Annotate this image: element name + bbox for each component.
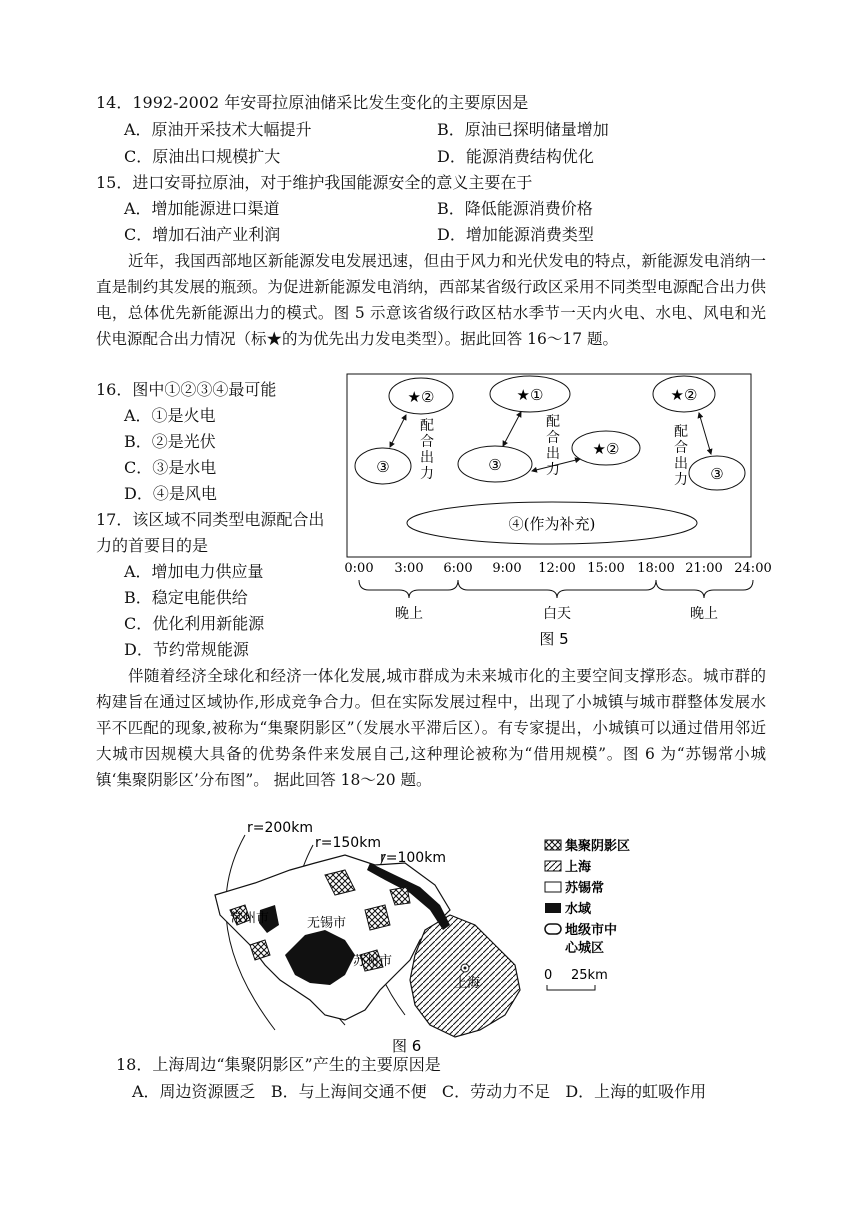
q17-option-c: C．优化利用新能源 [124,614,265,633]
q18-stem: 18．上海周边“集聚阴影区”产生的主要原因是 [116,1055,441,1074]
q14-option-b: B．原油已探明储量增加 [437,120,609,139]
label-r150: r=150km [315,835,381,851]
arrow-day-1-3 [503,412,521,446]
figure-6-map [195,815,665,1060]
q16-option-c: C．③是水电 [124,458,217,477]
label-night2: 晚上 [690,606,718,622]
q14-option-a: A．原油开采技术大幅提升 [124,120,312,139]
q17-option-a: A．增加电力供应量 [124,562,264,581]
label-star2-day: ★② [592,440,620,458]
label-star2-night2: ★② [670,386,698,404]
figure-6-caption: 图 6 [392,1037,422,1055]
q16-option-a: A．①是火电 [124,406,216,425]
legend-label-water: 水域 [565,902,592,917]
q14-option-c: C．原油出口规模扩大 [124,147,281,166]
q17-stem-line1: 17．该区域不同类型电源配合出 [96,510,325,529]
legend-swatch-city-center [545,924,561,934]
q16-option-b: B．②是光伏 [124,432,216,451]
city-changzhou: 常州市 [230,911,270,926]
label-star2-night1: ★② [407,388,435,406]
q15-option-a: A．增加能源进口渠道 [124,199,280,218]
city-suzhou: 苏州市 [353,954,393,969]
legend-swatch-shadow [545,840,561,850]
legend-swatch-shanghai [545,861,561,871]
passage-city-cluster: 伴随着经济全球化和经济一体化发展,城市群成为未来城市化的主要空间支撑形态。城市群的构建旨在通过区域协作,形成竞争合力。但在实际发展过程中，出现了小城镇与城市群整体发展水平不匹配的现象,被称为“集聚阴影区”（发展水平滞后区）。有专家提出，小城镇可以通过借用邻近大城市因规模大具备的优势条件来发展自己,这种理论被称为“借用规模”。图 6 为“苏锡常小城镇‘集聚阴影区’分布图”。 据此回答 18～20 题。 [96,667,766,789]
brace-night1 [359,580,458,598]
q18-options: A．周边资源匮乏 B．与上海间交通不便 C．劳动力不足 D．上海的虹吸作用 [132,1082,707,1101]
tick-0300: 3:00 [394,561,424,576]
q17-option-d: D．节约常规能源 [124,640,249,659]
shanghai-center-dot [464,967,467,970]
peihe-day-1: 配 [546,414,560,430]
label-r100: r=100km [380,850,446,866]
legend-label-shanghai: 上海 [565,860,592,875]
label-night1: 晚上 [395,606,423,622]
label-3-night2: ③ [710,465,724,483]
tick-2100: 21:00 [685,561,723,576]
peihe-night2-3: 出 [674,456,688,472]
peihe-day-3: 出 [546,446,560,462]
q15-stem: 15．进口安哥拉原油，对于维护我国能源安全的意义主要在于 [96,173,533,192]
q17-stem-line2: 力的首要目的是 [96,536,209,555]
label-day: 白天 [543,606,571,622]
peihe-night2-4: 力 [674,472,688,488]
q14-stem: 14．1992-2002 年安哥拉原油储采比发生变化的主要原因是 [96,93,529,112]
legend-swatch-water [545,903,561,913]
tick-2400: 24:00 [734,561,772,576]
brace-night2 [656,580,753,598]
label-r200: r=200km [247,820,313,836]
q17-option-b: B．稳定电能供给 [124,588,248,607]
peihe-night1-1: 配 [420,418,434,434]
figure-5-caption: 图 5 [539,630,569,648]
figure-5-diagram [340,368,780,658]
scale-25km: 25km [571,968,608,983]
peihe-night1-4: 力 [420,466,434,482]
q15-option-c: C．增加石油产业利润 [124,225,281,244]
legend-label-city-center-1: 地级市中 [565,923,618,938]
arrow-night2 [699,413,711,454]
city-shanghai: 上海 [454,976,481,991]
tick-1200: 12:00 [538,561,576,576]
scale-bar [547,985,595,990]
peihe-night2-1: 配 [674,424,688,440]
tick-1500: 15:00 [587,561,625,576]
label-3-night1: ③ [376,458,390,476]
tick-0900: 9:00 [492,561,522,576]
tick-1800: 18:00 [637,561,675,576]
q14-option-d: D．能源消费结构优化 [437,147,594,166]
q16-stem: 16．图中①②③④最可能 [96,380,277,399]
q16-option-d: D．④是风电 [124,484,217,503]
city-wuxi: 无锡市 [307,916,347,931]
peihe-night1-3: 出 [420,450,434,466]
tick-0000: 0:00 [344,561,374,576]
peihe-day-4: 力 [546,462,560,478]
arrow-night1 [390,415,406,447]
q15-option-d: D．增加能源消费类型 [437,225,594,244]
label-3-day: ③ [488,456,502,474]
peihe-night2-2: 合 [674,440,688,456]
peihe-night1-2: 合 [420,434,434,450]
legend-label-suxichang: 苏锡常 [565,881,605,896]
legend-label-city-center-2: 心城区 [565,941,605,956]
q15-option-b: B．降低能源消费价格 [437,199,593,218]
label-4-supplement: ④(作为补充) [508,515,596,533]
peihe-day-2: 合 [546,430,560,446]
shadow-area-3 [365,905,390,930]
brace-day [458,580,656,598]
legend-label-shadow: 集聚阴影区 [565,839,631,854]
label-star1-day: ★① [516,386,544,404]
passage-energy: 近年，我国西部地区新能源发电发展迅速，但由于风力和光伏发电的特点，新能源发电消纳一直是制约其发展的瓶颈。为促进新能源发电消纳，西部某省级行政区采用不同类型电源配合出力供电，总体优先新能源出力的模式。图 5 示意该省级行政区枯水季节一天内火电、水电、风电和光伏电源配合出力情况（标★的为优先出力发电类型）。据此回答 16～17 题。 [96,252,766,348]
scale-zero: 0 [544,968,553,983]
legend-swatch-suxichang [545,882,561,892]
tick-0600: 6:00 [443,561,473,576]
